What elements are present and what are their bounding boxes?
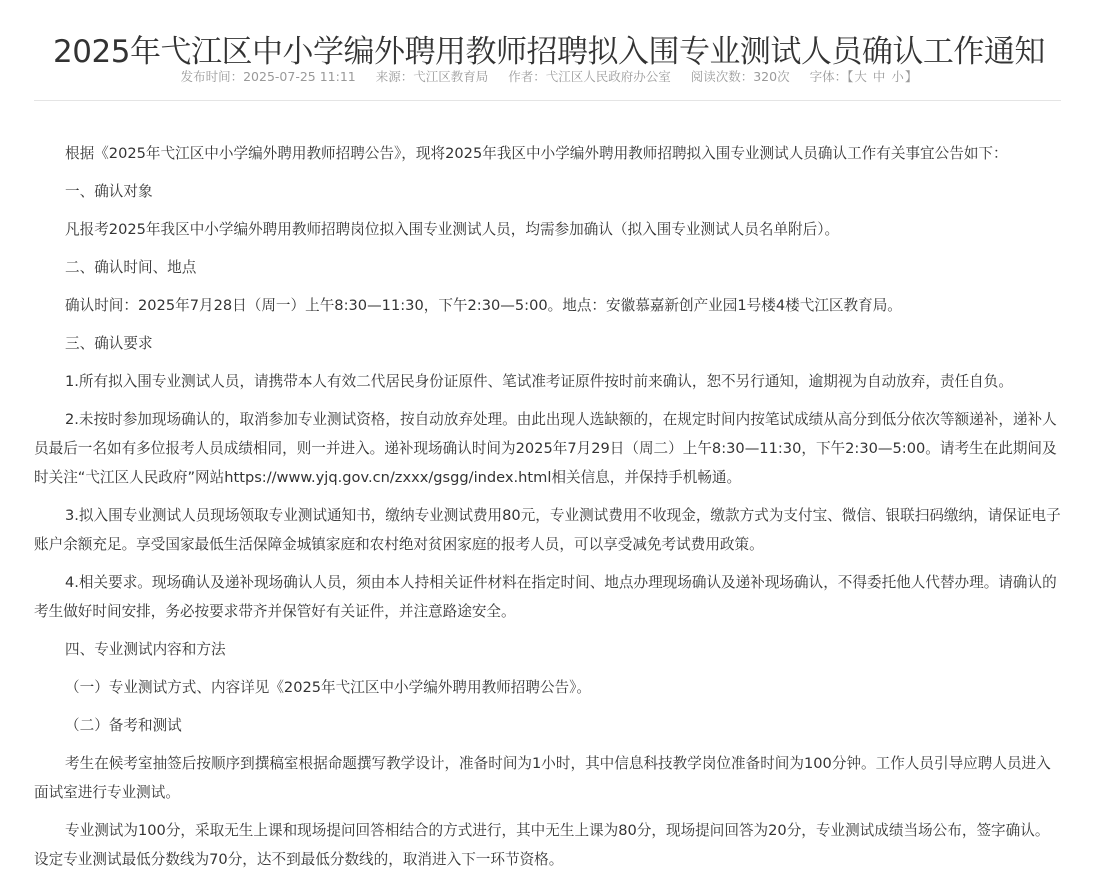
article-title: 2025年弋江区中小学编外聘用教师招聘拟入围专业测试人员确认工作通知 bbox=[53, 33, 1045, 70]
paragraph: （一）专业测试方式、内容详见《2025年弋江区中小学编外聘用教师招聘公告》。 bbox=[65, 679, 592, 696]
article-meta bbox=[0, 66, 1098, 88]
title-divider bbox=[34, 100, 1061, 101]
paragraph: 1.所有拟入围专业测试人员，请携带本人有效二代居民身份证原件、笔试准考证原件按时前来确认，恕不另行通知，逾期视为自动放弃，责任自负。 bbox=[65, 373, 1013, 390]
paragraph: 凡报考2025年我区中小学编外聘用教师招聘岗位拟入围专业测试人员，均需参加确认（拟入围专业测试人员名单附后）。 bbox=[65, 221, 840, 238]
paragraph: 专业测试为100分，采取无生上课和现场提问回答相结合的方式进行，其中无生上课为80分，现场提问回答为20分，专业测试成绩当场公布，签字确认。设定专业测试最低分数线为70分，达不到最低分数线的，取消进入下一环节资格。 bbox=[34, 822, 1050, 868]
paragraph: 确认时间：2025年7月28日（周一）上午8:30—11:30，下午2:30—5:00。地点：安徽慕嘉新创产业园1号楼4楼弋江区教育局。 bbox=[65, 297, 902, 314]
font-medium-button[interactable]: 中 bbox=[872, 69, 886, 84]
publish-time: 发布时间：2025-07-25 11:11 bbox=[180, 69, 356, 84]
section-heading-3: 三、确认要求 bbox=[65, 335, 153, 352]
section-heading-4: 四、专业测试内容和方法 bbox=[65, 641, 226, 658]
paragraph: （二）备考和测试 bbox=[65, 717, 182, 734]
view-count: 阅读次数：320次 bbox=[690, 69, 790, 84]
paragraph: 2.未按时参加现场确认的，取消参加专业测试资格，按自动放弃处理。由此出现人选缺额的，在规定时间内按笔试成绩从高分到低分依次等额递补，递补人员最后一名如有多位报考人员成绩相同，则一并进入。递补现场确认时间为2025年7月29日（周二）上午8:30—11:30，下午2:30—5:00。请考生在此期间及时关注“弋江区人民政府”网站https://www.yjq.gov.cn/zxxx/gsgg/index.html相关信息，并保持手机畅通。 bbox=[34, 411, 1057, 486]
paragraph: 3.拟入围专业测试人员现场领取专业测试通知书，缴纳专业测试费用80元，专业测试费用不收现金，缴款方式为支付宝、微信、银联扫码缴纳，请保证电子账户余额充足。享受国家最低生活保障金城镇家庭和农村绝对贫困家庭的报考人员，可以享受减免考试费用政策。 bbox=[34, 507, 1061, 553]
font-size-control bbox=[810, 69, 918, 84]
article-author: 作者：弋江区人民政府办公室 bbox=[508, 69, 671, 84]
font-small-button[interactable]: 小 bbox=[891, 69, 904, 84]
font-size-label: 字体： bbox=[809, 69, 848, 84]
font-large-button[interactable]: 大 bbox=[854, 69, 867, 84]
paragraph: 4.相关要求。现场确认及递补现场确认人员，须由本人持相关证件材料在指定时间、地点办理现场确认及递补现场确认，不得委托他人代替办理。请确认的考生做好时间安排，务必按要求带齐并保管好有关证件，并注意路途安全。 bbox=[34, 574, 1057, 620]
article-body bbox=[34, 139, 1062, 874]
paragraph-intro: 根据《2025年弋江区中小学编外聘用教师招聘公告》，现将2025年我区中小学编外聘用教师招聘拟入围专业测试人员确认工作有关事宜公告如下： bbox=[65, 145, 1008, 162]
paragraph: 考生在候考室抽签后按顺序到撰稿室根据命题撰写教学设计，准备时间为1小时，其中信息科技教学岗位准备时间为100分钟。工作人员引导应聘人员进入面试室进行专业测试。 bbox=[34, 755, 1051, 801]
bracket-close: 】 bbox=[904, 69, 918, 84]
bracket-open: 【 bbox=[847, 69, 854, 84]
article-source: 来源：弋江区教育局 bbox=[375, 69, 489, 84]
section-heading-2: 二、确认时间、地点 bbox=[65, 259, 197, 276]
section-heading-1: 一、确认对象 bbox=[65, 183, 153, 200]
